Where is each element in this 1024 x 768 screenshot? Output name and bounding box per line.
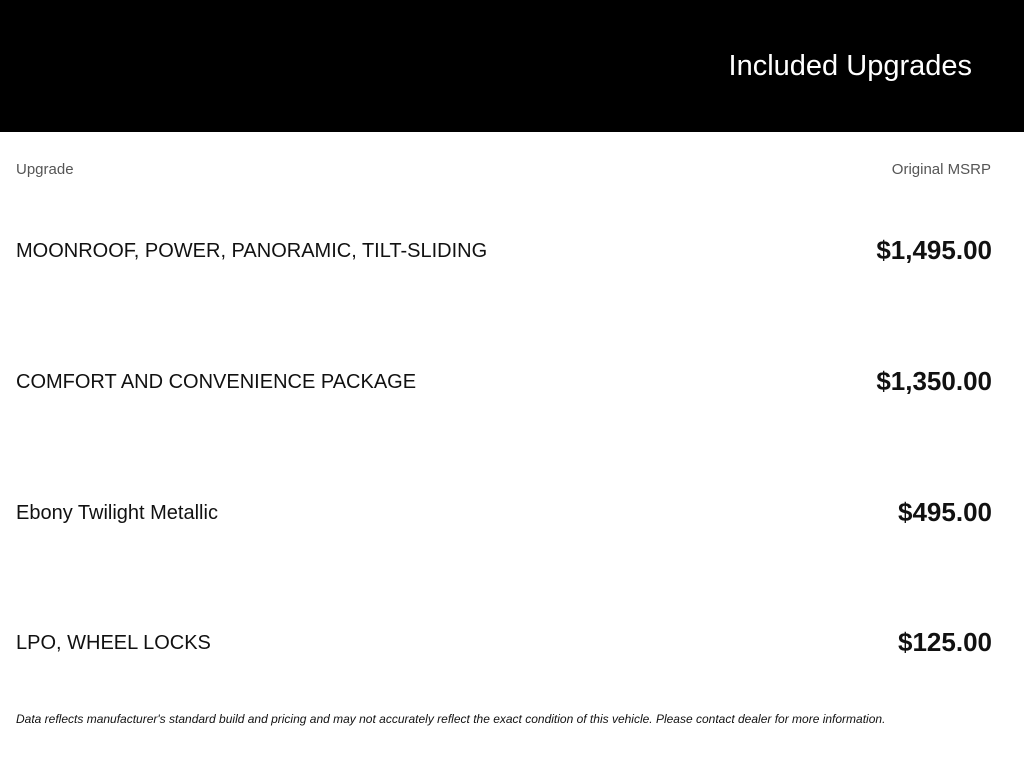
upgrade-name: COMFORT AND CONVENIENCE PACKAGE xyxy=(16,371,417,393)
page-title: Included Upgrades xyxy=(728,50,972,82)
upgrade-price: $495.00 xyxy=(898,497,992,527)
upgrade-price: $1,350.00 xyxy=(876,366,992,396)
upgrade-name: LPO, WHEEL LOCKS xyxy=(16,632,211,654)
disclaimer-text: Data reflects manufacturer's standard build and pricing and may not accurately reflect the exact condition of this vehicle. Please contact dealer for more information. xyxy=(16,712,886,726)
table-row xyxy=(16,230,992,270)
column-header-upgrade: Upgrade xyxy=(16,161,74,178)
table-row xyxy=(16,361,992,401)
upgrade-name: MOONROOF, POWER, PANORAMIC, TILT-SLIDING xyxy=(16,240,488,262)
header-bar xyxy=(0,0,1024,132)
column-header-msrp: Original MSRP xyxy=(891,161,991,178)
table-row xyxy=(16,492,992,532)
upgrade-price: $125.00 xyxy=(898,627,992,657)
upgrade-name: Ebony Twilight Metallic xyxy=(16,502,218,524)
upgrade-price: $1,495.00 xyxy=(876,235,992,265)
table-row xyxy=(16,622,992,662)
